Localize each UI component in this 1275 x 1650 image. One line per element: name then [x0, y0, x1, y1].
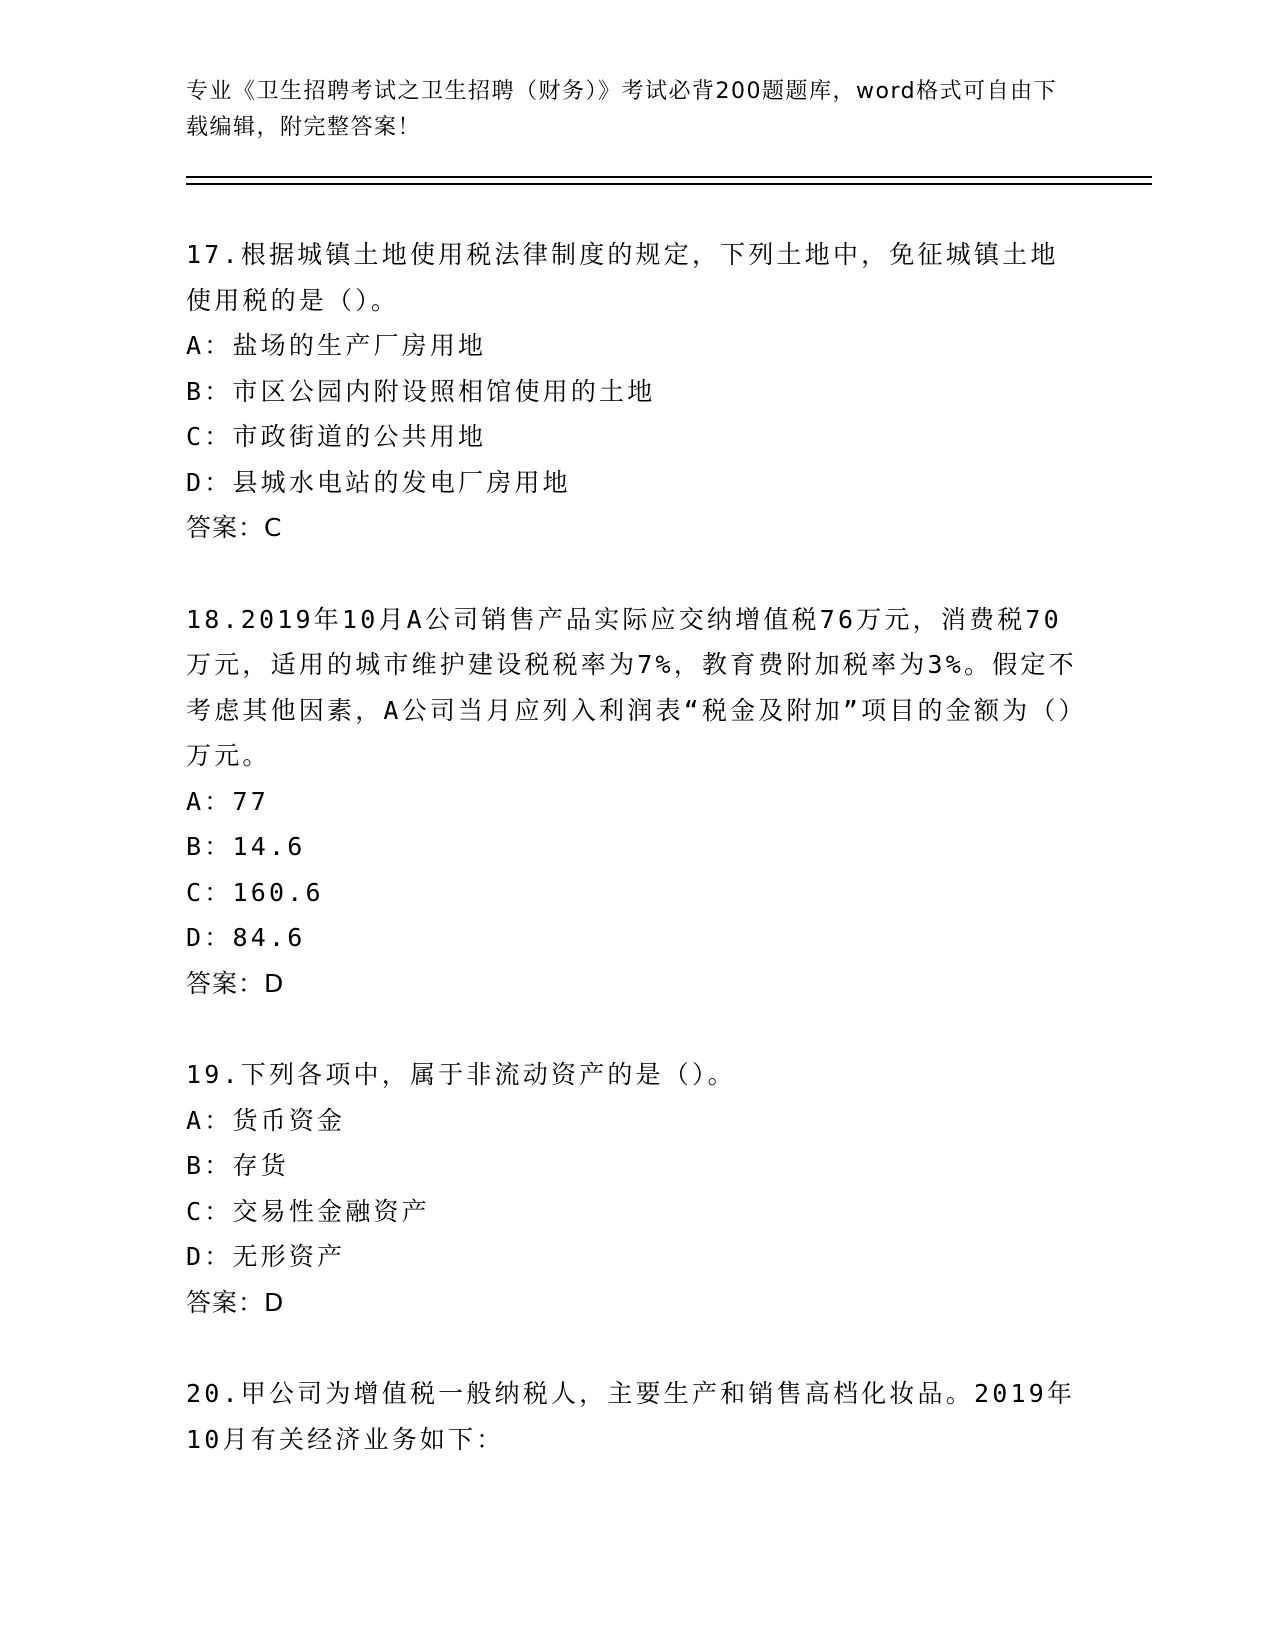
- question-18: [186, 597, 1086, 1007]
- option-a: A：货币资金: [186, 1105, 346, 1135]
- option-b: B：市区公园内附设照相馆使用的土地: [186, 376, 656, 406]
- option-d: D：无形资产: [186, 1242, 346, 1271]
- question-17: [186, 232, 1086, 551]
- question-20: [186, 1371, 1086, 1462]
- answer-line: 答案：D: [186, 968, 285, 998]
- option-d: D：84.6: [186, 923, 306, 952]
- option-c: C：市政街道的公共用地: [186, 422, 487, 451]
- option-c: C：160.6: [186, 877, 324, 907]
- option-c: C：交易性金融资产: [186, 1196, 430, 1226]
- answer-line: 答案：C: [186, 513, 283, 542]
- header-divider-bottom: [186, 183, 1152, 185]
- question-stem: 20.甲公司为增值税一般纳税人，主要生产和销售高档化妆品。2019年10月有关经济业务如下：: [186, 1379, 1076, 1454]
- option-b: B：14.6: [186, 832, 306, 861]
- header-intro-text: 专业《卫生招聘考试之卫生招聘（财务）》考试必背200题题库，word格式可自由下载编辑，附完整答案！: [186, 79, 1058, 140]
- question-stem: 17.根据城镇土地使用税法律制度的规定，下列土地中，免征城镇土地使用税的是（）。: [186, 240, 1059, 315]
- option-a: A：盐场的生产厂房用地: [186, 331, 487, 360]
- header-divider-top: [186, 176, 1152, 178]
- question-list: [186, 232, 1086, 1508]
- question-19: [186, 1052, 1086, 1325]
- document-header: [186, 74, 1066, 146]
- question-stem: 19.下列各项中，属于非流动资产的是（）。: [186, 1060, 736, 1089]
- option-d: D：县城水电站的发电厂房用地: [186, 467, 571, 497]
- answer-line: 答案：D: [186, 1287, 285, 1317]
- option-a: A：77: [186, 786, 269, 816]
- option-b: B：存货: [186, 1151, 289, 1180]
- question-stem: 18.2019年10月A公司销售产品实际应交纳增值税76万元，消费税70万元，适用的城市维护建设税税率为7%，教育费附加税率为3%。假定不考虑其他因素，A公司当月应列入利润表“税金及附加”项目的金额为（）万元。: [186, 604, 1077, 770]
